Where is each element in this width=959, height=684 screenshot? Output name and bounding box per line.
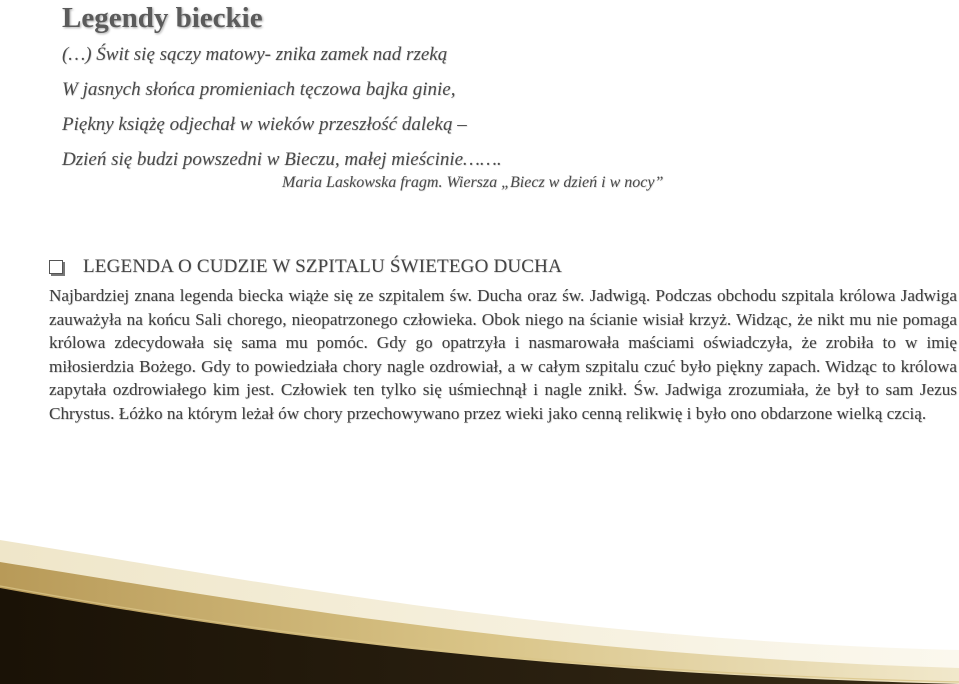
page-title: Legendy bieckie [62,2,263,34]
swoosh-dark-band [0,588,959,684]
section-heading-text: LEGENDA O CUDZIE W SZPITALU ŚWIETEGO DUCHA [83,256,563,277]
section-heading [49,254,562,280]
poem-line-3: Piękny książę odjechał w wieków przeszłość daleką – [62,114,467,135]
swoosh-gold-band [0,562,959,684]
legend-paragraph: Najbardziej znana legenda biecka wiąże się ze szpitalem św. Ducha oraz św. Jadwigą. Podczas obchodu szpitala królowa Jadwiga zauważyła na końcu Sali chorego, nieopatrzonego człowieka. Obok niego na ścianie wisiał krzyż. Widząc, że nikt mu nie pomaga królowa zdecydowała się sama mu pomóc. Gdy go opatrzyła i nasmarowała maściami oświadczyła, że zrobiła to w imię miłosierdzia Bożego. Gdy to powiedziała chory nagle ozdrowiał, a w całym szpitalu czuć było piękny zapach. Widząc to królowa zapytała ozdrowiałego kim jest. Człowiek ten tylko się uśmiechnął i nagle znikł. Św. Jadwiga zrozumiała, że był to sam Jezus Chrystus. Łóżko na którym leżał ów chory przechowywano przez wieki jako cenną relikwię i było ono obdarzone wielką czcią. [49,286,957,423]
poem-line-4: Dzień się budzi powszedni w Bieczu, małej mieścinie……. [62,149,502,170]
poem-attribution: Maria Laskowska fragm. Wiersza „Biecz w dzień i w nocy” [282,174,664,191]
poem-line-1: (…) Świt się sączy matowy- znika zamek nad rzeką [62,44,448,65]
swoosh-highlight-line [0,586,959,682]
poem-block [62,37,942,177]
swoosh-light-band [0,540,959,684]
poem-line-2: W jasnych słońca promieniach tęczowa bajka ginie, [62,79,456,100]
checkbox-bullet-icon [49,260,63,274]
